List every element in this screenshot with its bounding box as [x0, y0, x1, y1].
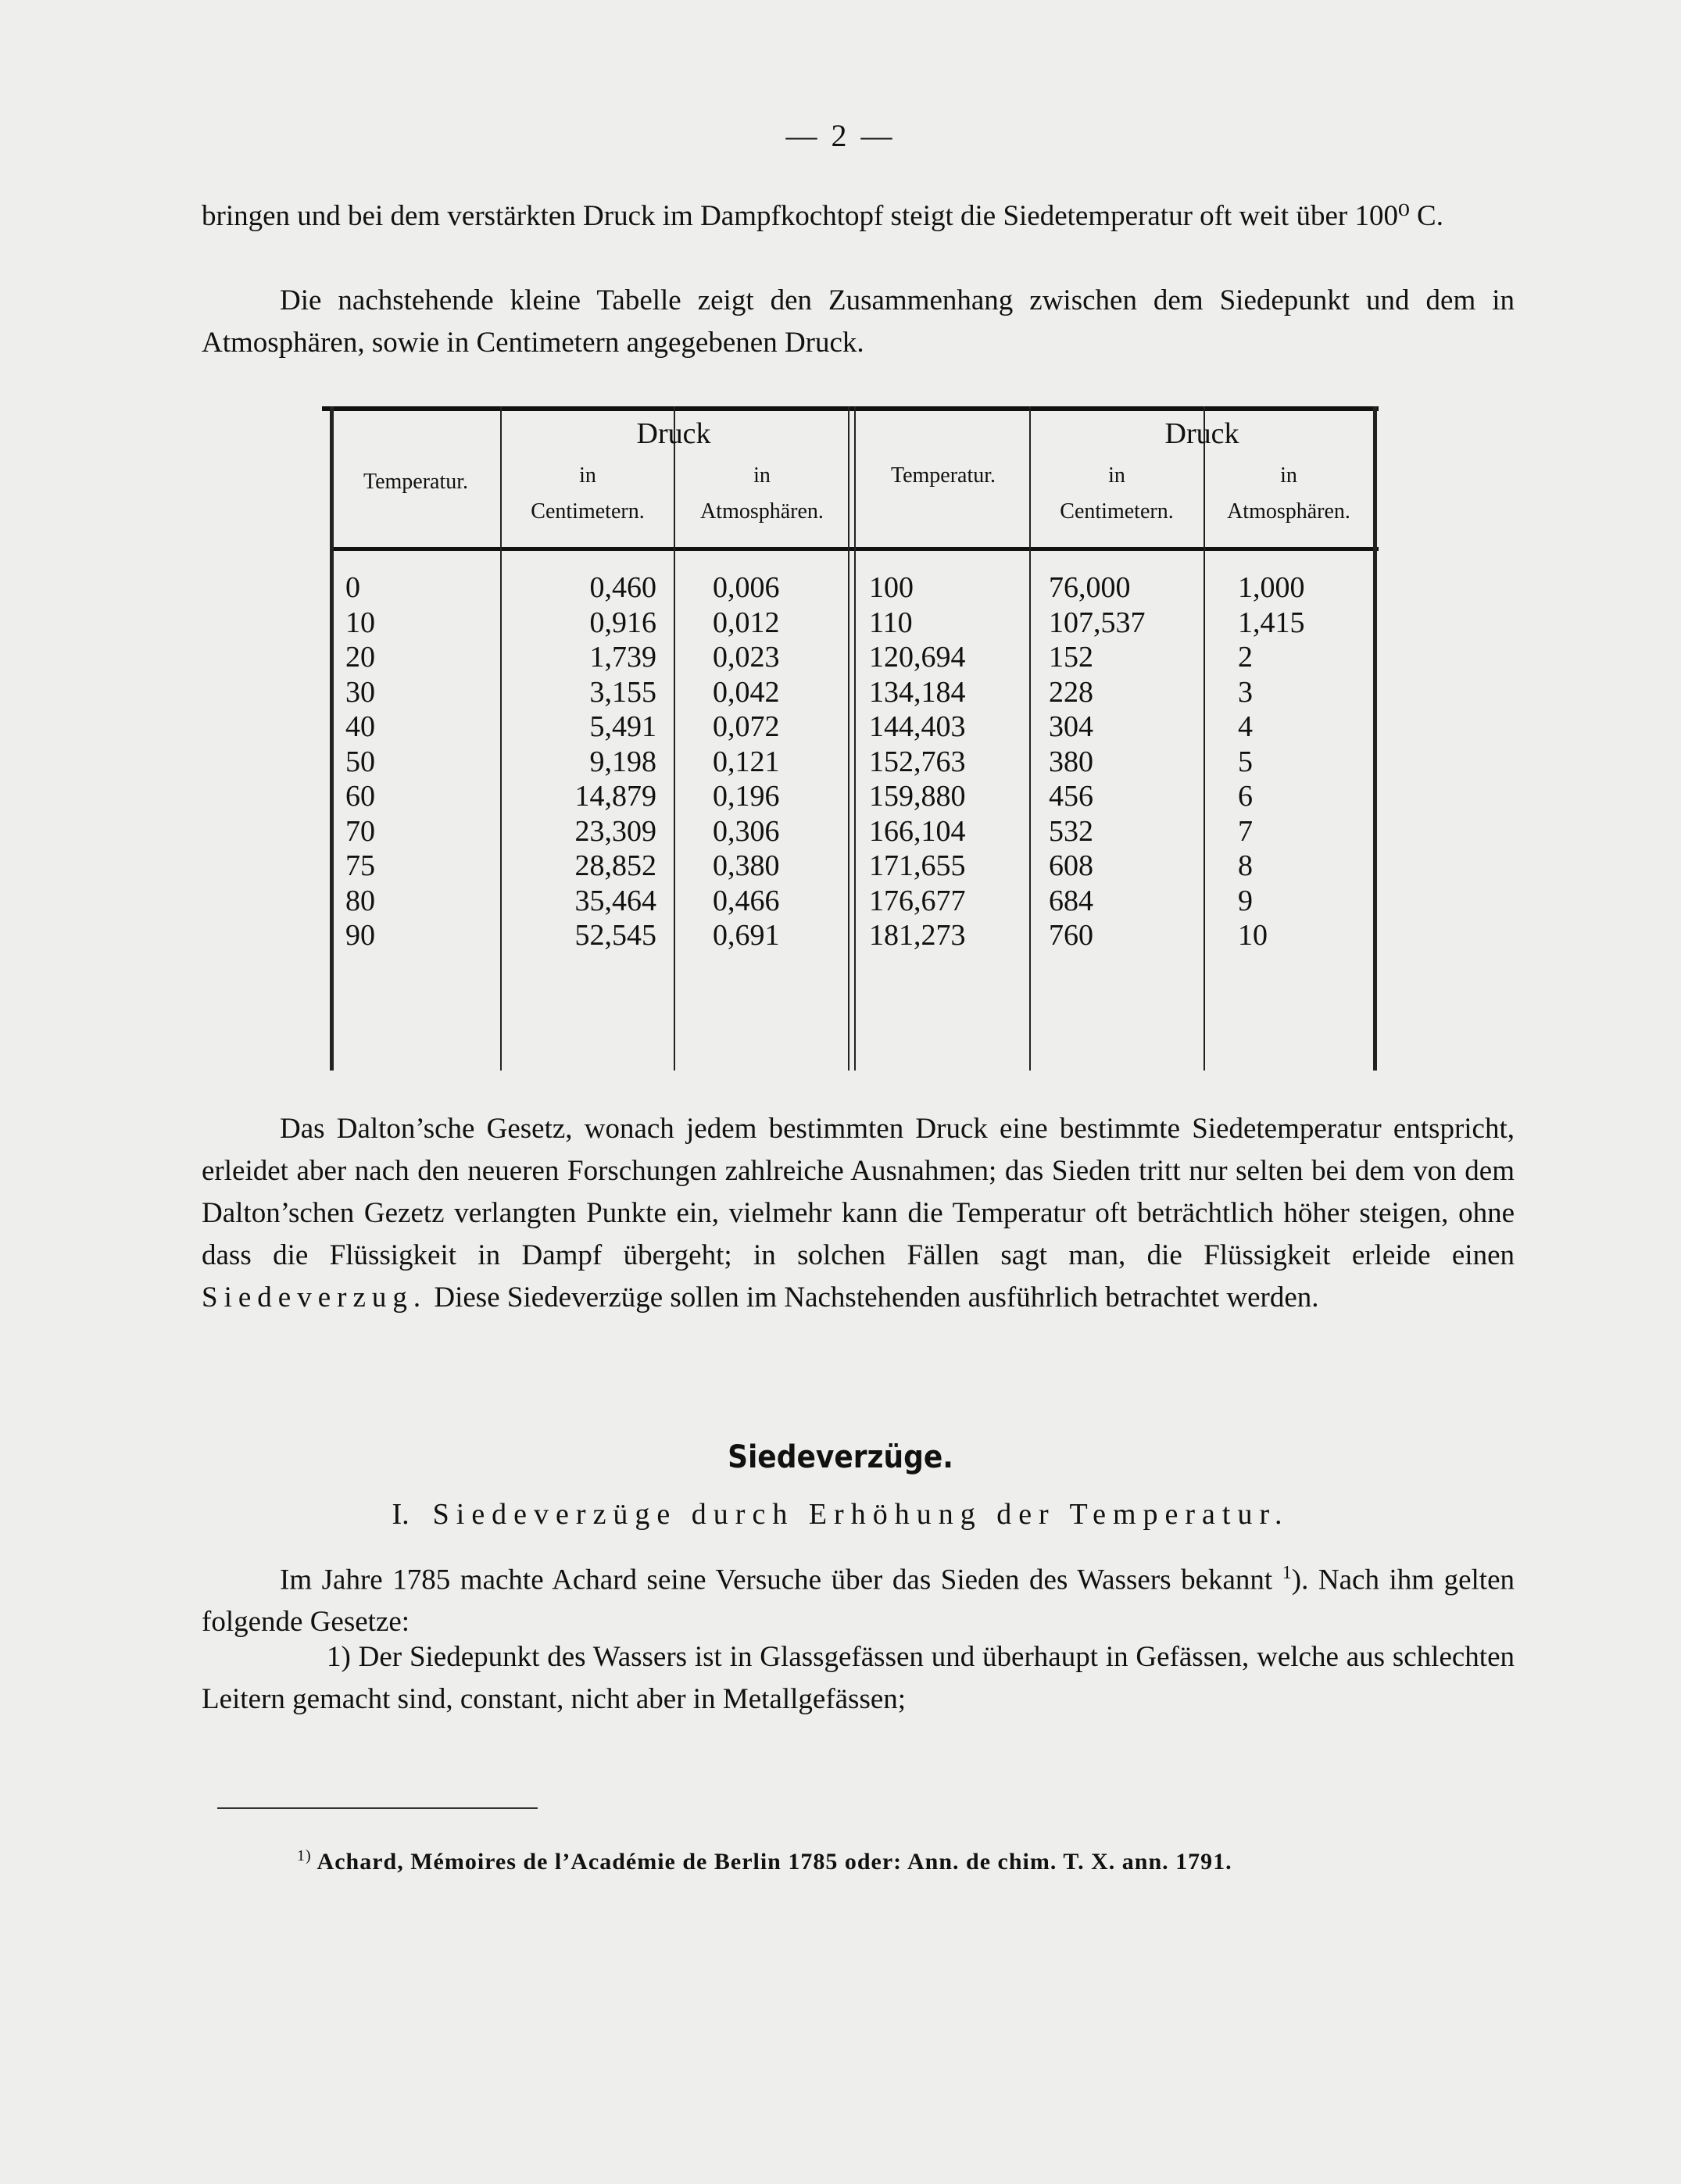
header-in-cm-right: in: [1108, 463, 1125, 488]
intro-paragraph-2-text: Die nachstehende kleine Tabelle zeigt den Zusammenhang zwischen dem Siedepunkt und dem in Atmosphären, sowie in Centimetern angegebenen Druck.: [202, 284, 1515, 359]
table-cell: 760: [1049, 919, 1093, 952]
subsection-number: I.: [392, 1498, 410, 1531]
table-cell: 52,545: [574, 919, 656, 952]
intro-paragraph-1: bringen und bei dem verstärkten Druck im Dampfkochtopf steigt die Siedetemperatur oft weit über 100⁰ C.: [202, 200, 1443, 232]
col-atm-left: [713, 570, 780, 953]
header-druck-left: Druck: [636, 417, 711, 450]
header-temperatur-left: Temperatur.: [363, 470, 469, 494]
table-cell: 70: [345, 814, 375, 848]
table-cell: 0,042: [713, 675, 780, 709]
table-cell: 532: [1049, 814, 1093, 848]
table-cell: 107,537: [1049, 606, 1146, 639]
table-divider: [1029, 406, 1031, 1071]
table-divider: [1204, 406, 1205, 1071]
header-in-atm-left: in: [753, 463, 771, 488]
boiling-point-table: [322, 406, 1379, 1071]
table-cell: 228: [1049, 675, 1093, 709]
achard-text-a: Im Jahre 1785 machte Achard seine Versuche über das Sieden des Wassers bekannt: [280, 1564, 1273, 1596]
achard-law-1: 1) Der Siedepunkt des Wassers ist in Glassgefässen und überhaupt in Gefässen, welche aus schlechten Leitern gemacht sind, constant, nicht aber in Metallgefässen;: [202, 1641, 1515, 1715]
dalton-text-start: Das Dalton’sche Gesetz, wonach jedem bestimmten Druck eine bestimmte Siedetemperatur entspricht, erleidet aber nach den neueren Forschungen zahlreiche Ausnahmen; das Sieden tritt nur selten bei dem von dem Dalton’schen Gezetz verlangten Punkte ein, vielmehr kann die Temperatur oft beträchtlich höher steigen, ohne dass die Flüssigkeit in Dampf übergeht; in solchen Fällen sagt man, die Flüssigkeit erleide einen: [202, 1113, 1515, 1271]
header-atmosphaeren-right: Atmosphären.: [1227, 499, 1350, 524]
table-cell: 5,491: [589, 710, 656, 743]
table-cell: 0,916: [589, 606, 656, 639]
table-cell: 684: [1049, 884, 1093, 917]
table-cell: 0,466: [713, 884, 780, 917]
table-cell: 166,104: [869, 814, 966, 848]
table-cell: 120,694: [869, 641, 966, 674]
footnote-reference: 1: [1282, 1563, 1292, 1583]
col-atm-right: [1238, 570, 1305, 953]
table-cell: 1,000: [1238, 571, 1305, 604]
header-in-cm-left: in: [579, 463, 596, 488]
table-cell: 50: [345, 745, 375, 778]
table-cell: 456: [1049, 780, 1093, 813]
col-temp-right: [869, 570, 966, 953]
header-druck-right: Druck: [1164, 417, 1239, 450]
subsection-heading: [0, 1497, 1681, 1532]
table-divider: [674, 406, 675, 1071]
table-cell: 9: [1238, 884, 1253, 917]
col-temp-left: [345, 570, 375, 953]
table-cell: 152,763: [869, 745, 966, 778]
table-cell: 0: [345, 571, 360, 604]
header-in-atm-right: in: [1280, 463, 1297, 488]
table-cell: 100: [869, 571, 914, 604]
page-number: — 2 —: [785, 118, 896, 153]
table-cell: 181,273: [869, 919, 966, 952]
table-cell: 304: [1049, 710, 1093, 743]
table-cell: 7: [1238, 814, 1253, 848]
dalton-text-end: Diese Siedeverzüge sollen im Nachstehenden ausführlich betrachtet werden.: [434, 1281, 1319, 1314]
table-cell: 0,006: [713, 571, 780, 604]
table-cell: 14,879: [574, 780, 656, 813]
footnote-text: Achard, Mémoires de l’Académie de Berlin 1785 oder: Ann. de chim. T. X. ann. 1791.: [317, 1849, 1232, 1875]
table-cell: 28,852: [574, 849, 656, 882]
table-divider: [500, 406, 502, 1071]
table-cell: 23,309: [574, 814, 656, 848]
table-cell: 171,655: [869, 849, 966, 882]
table-cell: 0,691: [713, 919, 780, 952]
header-temperatur-right: Temperatur.: [890, 463, 996, 488]
table-cell: 159,880: [869, 780, 966, 813]
table-cell: 40: [345, 710, 375, 743]
table-top-rule: [322, 406, 1379, 411]
table-cell: 0,023: [713, 641, 780, 674]
dalton-spaced-term: Siedeverzug.: [202, 1281, 427, 1314]
table-cell: 0,306: [713, 814, 780, 848]
col-cm-right: [1049, 570, 1146, 953]
table-cell: 152: [1049, 641, 1093, 674]
table-left-border: [330, 406, 334, 1071]
footnote-marker: 1): [297, 1847, 312, 1864]
table-cell: 80: [345, 884, 375, 917]
table-cell: 9,198: [589, 745, 656, 778]
table-cell: 144,403: [869, 710, 966, 743]
table-cell: 0,460: [589, 571, 656, 604]
header-atmosphaeren-left: Atmosphären.: [700, 499, 824, 524]
table-cell: 76,000: [1049, 571, 1131, 604]
table-cell: 0,072: [713, 710, 780, 743]
achard-paragraph-2: [202, 1636, 1515, 1721]
header-centimetern-right: Centimetern.: [1060, 499, 1174, 524]
table-cell: 1,415: [1238, 606, 1305, 639]
footnote: [297, 1847, 1232, 1875]
table-cell: 2: [1238, 641, 1253, 674]
achard-text-b: ). Nach ihm gelten folgende Gesetze:: [202, 1564, 1515, 1639]
table-cell: 0,196: [713, 780, 780, 813]
table-cell: 380: [1049, 745, 1093, 778]
footnote-rule: [217, 1807, 538, 1809]
table-cell: 90: [345, 919, 375, 952]
header-centimetern-left: Centimetern.: [531, 499, 645, 524]
table-divider: [854, 406, 856, 1071]
table-cell: 20: [345, 641, 375, 674]
table-cell: 75: [345, 849, 375, 882]
table-cell: 0,380: [713, 849, 780, 882]
section-heading: Siedeverzüge.: [728, 1439, 953, 1475]
table-cell: 608: [1049, 849, 1093, 882]
table-cell: 5: [1238, 745, 1253, 778]
table-cell: 30: [345, 675, 375, 709]
table-cell: 10: [345, 606, 375, 639]
dalton-paragraph: [202, 1108, 1515, 1319]
table-divider: [848, 406, 849, 1071]
table-cell: 8: [1238, 849, 1253, 882]
table-cell: 6: [1238, 780, 1253, 813]
table-cell: 35,464: [574, 884, 656, 917]
table-cell: 134,184: [869, 675, 966, 709]
table-cell: 1,739: [589, 641, 656, 674]
table-cell: 0,012: [713, 606, 780, 639]
subsection-title: Siedeverzüge durch Erhöhung der Temperatur.: [432, 1498, 1289, 1531]
table-cell: 0,121: [713, 745, 780, 778]
table-cell: 176,677: [869, 884, 966, 917]
table-cell: 4: [1238, 710, 1253, 743]
table-cell: 10: [1238, 919, 1268, 952]
table-cell: 110: [869, 606, 913, 639]
col-cm-left: [503, 570, 656, 953]
intro-paragraph-2: [202, 280, 1515, 364]
table-right-border: [1373, 406, 1377, 1071]
table-cell: 60: [345, 780, 375, 813]
table-cell: 3,155: [589, 675, 656, 709]
table-cell: 3: [1238, 675, 1253, 709]
achard-paragraph-1: [202, 1552, 1515, 1643]
